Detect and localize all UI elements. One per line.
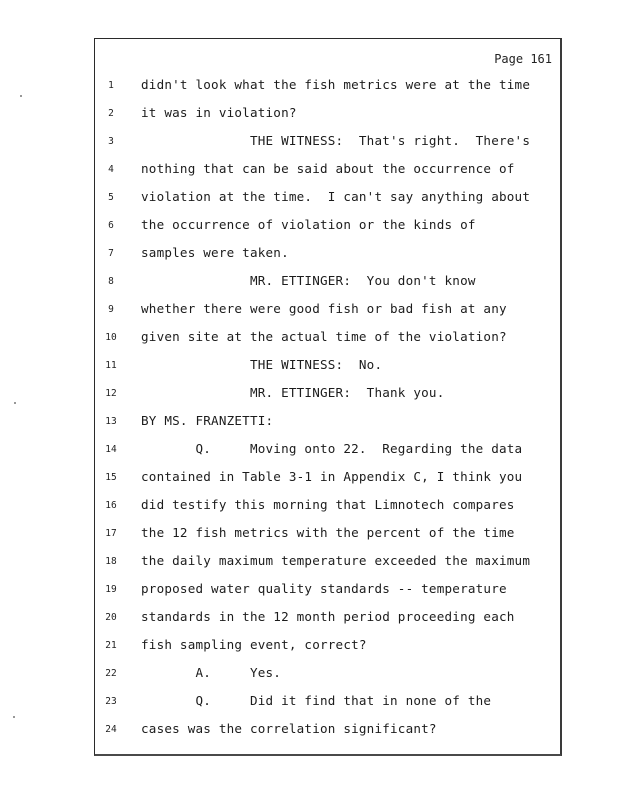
line-text: THE WITNESS: No. (141, 357, 383, 372)
line-text: BY MS. FRANZETTI: (141, 413, 274, 428)
transcript-line (95, 637, 561, 655)
transcript-line (95, 413, 561, 431)
transcript-line (95, 469, 561, 487)
transcript-line (95, 161, 561, 179)
line-number: 21 (105, 640, 117, 651)
line-number: 9 (108, 304, 114, 315)
line-text: it was in violation? (141, 105, 297, 120)
line-number: 24 (105, 724, 117, 735)
transcript-page (94, 38, 562, 756)
transcript-line (95, 189, 561, 207)
transcript-line (95, 525, 561, 543)
line-number: 11 (105, 360, 117, 371)
page-number: Page 161 (494, 52, 552, 66)
transcript-line (95, 357, 561, 375)
line-number: 13 (105, 416, 117, 427)
scan-speck (20, 95, 22, 97)
line-text: the daily maximum temperature exceeded the maximum (141, 553, 531, 568)
line-text: contained in Table 3-1 in Appendix C, I think you (141, 469, 523, 484)
line-text: fish sampling event, correct? (141, 637, 367, 652)
line-number: 6 (108, 220, 114, 231)
transcript-line (95, 77, 561, 95)
line-number: 18 (105, 556, 117, 567)
transcript-line (95, 609, 561, 627)
transcript-line (95, 497, 561, 515)
line-text: didn't look what the fish metrics were at the time (141, 77, 531, 92)
transcript-line (95, 133, 561, 151)
line-text: cases was the correlation significant? (141, 721, 437, 736)
line-text: MR. ETTINGER: You don't know (141, 273, 476, 288)
transcript-line (95, 441, 561, 459)
line-number: 8 (108, 276, 114, 287)
transcript-line (95, 329, 561, 347)
line-number: 12 (105, 388, 117, 399)
line-text: the occurrence of violation or the kinds of (141, 217, 476, 232)
line-number: 1 (108, 80, 114, 91)
line-text: violation at the time. I can't say anything about (141, 189, 531, 204)
line-number: 10 (105, 332, 117, 343)
transcript-line (95, 273, 561, 291)
transcript-line (95, 581, 561, 599)
line-text: nothing that can be said about the occurrence of (141, 161, 515, 176)
line-number: 22 (105, 668, 117, 679)
line-number: 16 (105, 500, 117, 511)
transcript-line (95, 721, 561, 739)
line-number: 14 (105, 444, 117, 455)
line-text: proposed water quality standards -- temperature (141, 581, 507, 596)
line-number: 5 (108, 192, 114, 203)
line-text: whether there were good fish or bad fish at any (141, 301, 507, 316)
transcript-line (95, 245, 561, 263)
scan-speck (13, 716, 15, 718)
line-text: samples were taken. (141, 245, 289, 260)
transcript-line (95, 217, 561, 235)
line-number: 2 (108, 108, 114, 119)
line-number: 20 (105, 612, 117, 623)
line-text: MR. ETTINGER: Thank you. (141, 385, 445, 400)
transcript-line (95, 665, 561, 683)
line-text: THE WITNESS: That's right. There's (141, 133, 531, 148)
line-text: did testify this morning that Limnotech compares (141, 497, 515, 512)
scan-speck (14, 402, 16, 404)
line-number: 3 (108, 136, 114, 147)
line-text: standards in the 12 month period proceeding each (141, 609, 515, 624)
line-text: Q. Did it find that in none of the (141, 693, 492, 708)
transcript-line (95, 553, 561, 571)
transcript-line (95, 301, 561, 319)
line-text: Q. Moving onto 22. Regarding the data (141, 441, 523, 456)
transcript-line (95, 385, 561, 403)
line-text: A. Yes. (141, 665, 282, 680)
line-number: 15 (105, 472, 117, 483)
transcript-line (95, 693, 561, 711)
line-number: 23 (105, 696, 117, 707)
line-number: 4 (108, 164, 114, 175)
line-number: 19 (105, 584, 117, 595)
line-text: the 12 fish metrics with the percent of the time (141, 525, 515, 540)
line-number: 17 (105, 528, 117, 539)
line-text: given site at the actual time of the violation? (141, 329, 507, 344)
transcript-line (95, 105, 561, 123)
line-number: 7 (108, 248, 114, 259)
